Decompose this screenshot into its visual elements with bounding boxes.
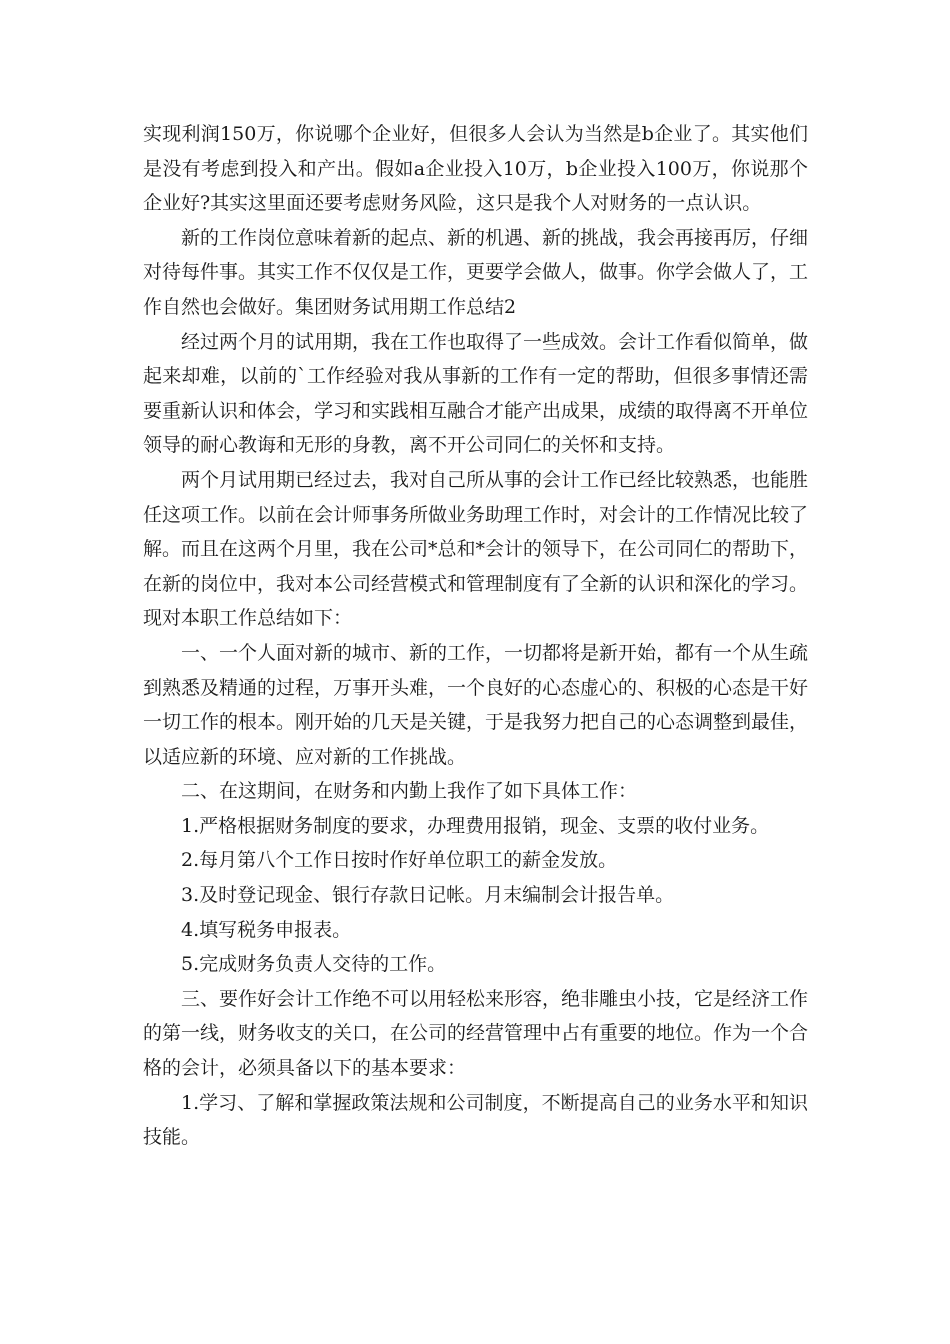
- paragraph-6: 二、在这期间，在财务和内勤上我作了如下具体工作：: [181, 780, 638, 803]
- paragraph-2: 新的工作岗位意味着新的起点、新的机遇、新的挑战，我会再接再厉，仔细对待每件事。其实工作不仅仅是工作，更要学会做人，做事。你学会做人了，工作自然也会做好。集团财务试用期工作总结2: [143, 226, 809, 318]
- paragraph-1: 实现利润150万，你说哪个企业好，但很多人会认为当然是b企业了。其实他们是没有考虑到投入和产出。假如a企业投入10万，b企业投入100万，你说那个企业好?其实这里面还要考虑财务风险，这只是我个人对财务的一点认识。: [143, 123, 808, 215]
- list-item-5: 5.完成财务负责人交待的工作。: [181, 953, 447, 976]
- paragraph-3: 经过两个月的试用期，我在工作也取得了一些成效。会计工作看似简单，做起来却难，以前的`工作经验对我从事新的工作有一定的帮助，但很多事情还需要重新认识和体会，学习和实践相互融合才能产出成果，成绩的取得离不开单位领导的耐心教诲和无形的身教，离不开公司同仁的关怀和支持。: [143, 330, 809, 457]
- paragraph-7: 三、要作好会计工作绝不可以用轻松来形容，绝非雕虫小技，它是经济工作的第一线，财务收支的关口，在公司的经营管理中占有重要的地位。作为一个合格的会计，必须具备以下的基本要求：: [143, 987, 809, 1080]
- paragraph-5: 一、一个人面对新的城市、新的工作，一切都将是新开始，都有一个从生疏到熟悉及精通的过程，万事开头难，一个良好的心态虚心的、积极的心态是干好一切工作的根本。刚开始的几天是关键，于是我努力把自己的心态调整到最佳，以适应新的环境、应对新的工作挑战。: [143, 641, 809, 768]
- list-item-4: 4.填写税务申报表。: [181, 918, 352, 941]
- paragraph-4: 两个月试用期已经过去，我对自己所从事的会计工作已经比较熟悉，也能胜任这项工作。以前在会计师事务所做业务助理工作时，对会计的工作情况比较了解。而且在这两个月里，我在公司*总和*会计的领导下，在公司同仁的帮助下，在新的岗位中，我对本公司经营模式和管理制度有了全新的认识和深化的学习。现对本职工作总结如下：: [143, 468, 809, 630]
- list-item-1: 1.严格根据财务制度的要求，办理费用报销，现金、支票的收付业务。: [181, 814, 770, 837]
- list-item-6: 1.学习、了解和掌握政策法规和公司制度，不断提高自己的业务水平和知识技能。: [143, 1091, 808, 1149]
- list-item-2: 2.每月第八个工作日按时作好单位职工的薪金发放。: [181, 849, 618, 872]
- list-item-3: 3.及时登记现金、银行存款日记帐。月末编制会计报告单。: [181, 884, 675, 907]
- document-body: [143, 117, 808, 1155]
